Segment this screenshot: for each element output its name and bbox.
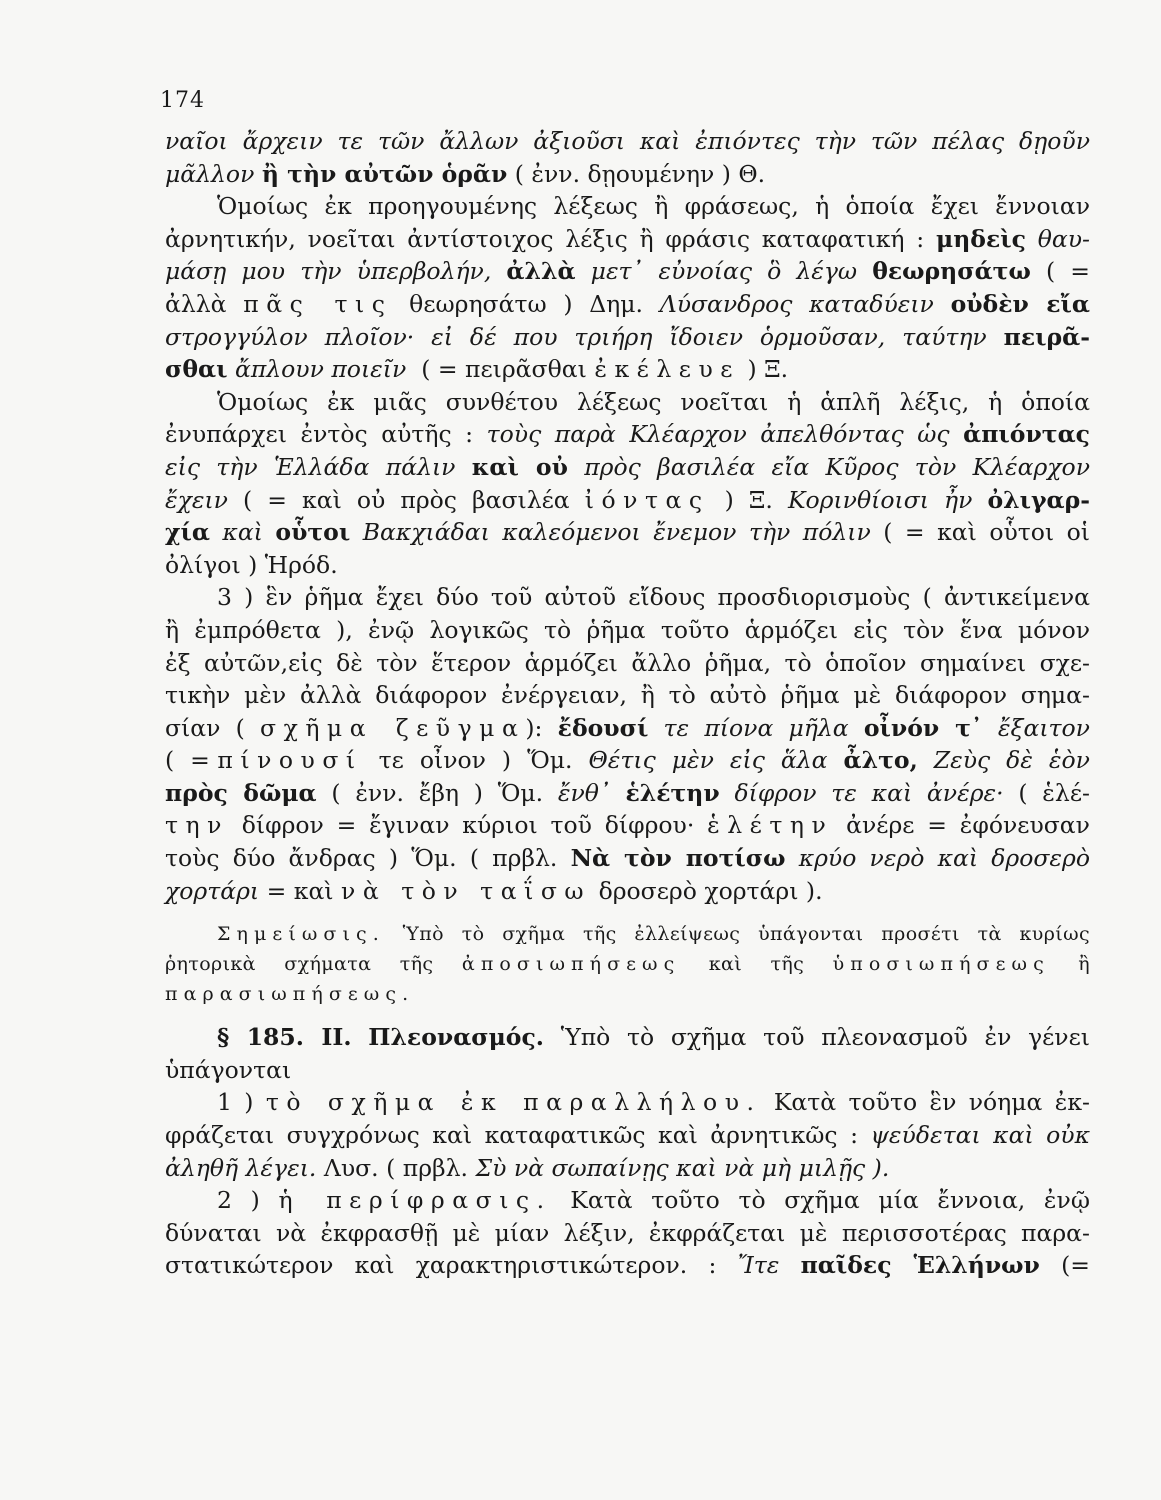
spaced-span: ὑποσιωπήσεως <box>832 953 1050 976</box>
text-span: πρὸς βασιλέα εἴα Κῦρος τὸν Κλέαρχον <box>584 452 1090 481</box>
text-span: Κατὰ τοῦτο τὸ σχῆμα μία ἔννοια, ἐνῷ <box>570 1186 1090 1215</box>
text-line <box>165 1086 1090 1119</box>
text-span: ῥητορικὰ σχήματα τῆς <box>165 953 434 976</box>
text-span: 1 ) <box>217 1088 254 1117</box>
text-span: Κατὰ τοῦτο ἓν νόημα ἐκ- <box>773 1088 1090 1117</box>
text-span: τοὺς παρὰ Κλέαρχον ἀπελθόντας ὡς <box>486 420 950 449</box>
text-span: Ὑπὸ τὸ σχῆμα τοῦ πλεονασμοῦ ἐν γένει <box>560 1023 1090 1052</box>
text-line <box>165 1152 1090 1185</box>
spaced-span: τὸ σχῆμα ἐκ παραλλήλου. <box>265 1088 762 1117</box>
text-span: Βακχιάδαι καλεόμενοι ἔνεμον τὴν πόλιν <box>362 518 871 547</box>
text-span: δίφρον = ἔγιναν κύριοι τοῦ δίφρου· <box>241 811 695 840</box>
text-span: ( = καὶ οὗτοι οἱ <box>883 518 1090 547</box>
text-span: ( = <box>1046 257 1090 286</box>
text-line <box>165 1249 1090 1282</box>
text-span: ἐξ αὐτῶν,εἰς δὲ τὸν ἕτερον ἁρμόζει ἄλλο ῥῆμα, τὸ ὁποῖον σημαίνει σχε- <box>165 648 1090 677</box>
text-span: ( <box>165 746 175 775</box>
text-line <box>165 125 1090 158</box>
text-span: (= <box>1061 1251 1090 1280</box>
section-185 <box>165 1021 1090 1282</box>
text-span: Ζεὺς δὲ ἑὸν <box>933 746 1090 775</box>
text-line <box>165 353 1090 386</box>
text-span: καὶ <box>222 518 263 547</box>
text-span: φράζεται συγχρόνως καὶ καταφατικῶς καὶ ἀρνητικῶς : <box>165 1121 858 1150</box>
text-span: 2 ) <box>217 1186 260 1215</box>
text-span: ): <box>525 713 543 742</box>
text-line <box>165 777 1090 810</box>
text-span: Κορινθίοισι ἦν <box>787 485 973 514</box>
emphasis-span: παῖδες Ἑλλήνων <box>800 1251 1040 1280</box>
emphasis-span: ἀλλὰ <box>506 257 576 286</box>
text-line <box>165 484 1090 517</box>
text-span: μᾶλλον <box>165 159 255 188</box>
text-span: τικὴν μὲν ἀλλὰ διάφορον ἐνέργειαν, ἢ τὸ αὐτὸ ῥῆμα μὲ διάφορον σημα- <box>165 681 1090 710</box>
text-line <box>165 288 1090 321</box>
text-span: Λύσανδρος καταδύειν <box>659 289 934 318</box>
text-span: κρύο νερὸ καὶ δροσερὸ <box>798 844 1090 873</box>
text-span: ( = πειρᾶσθαι <box>421 355 587 384</box>
text-span: στατικώτερον καὶ χαρακτηριστικώτερον. : <box>165 1251 717 1280</box>
text-span: σίαν ( <box>165 713 245 742</box>
text-line <box>165 321 1090 354</box>
emphasis-span: μηδεὶς <box>936 224 1026 253</box>
text-line <box>165 418 1090 451</box>
text-line <box>165 1184 1090 1217</box>
emphasis-span: ἆλτο, <box>843 746 918 775</box>
text-line <box>165 809 1090 842</box>
text-span: ) Ξ. <box>724 485 773 514</box>
text-span: ὀλίγοι ) Ἡρόδ. <box>165 550 338 579</box>
text-line <box>165 949 1090 979</box>
emphasis-span: Νὰ τὸν ποτίσω <box>570 844 786 873</box>
text-span: ὑπάγονται <box>165 1055 292 1084</box>
emphasis-span: ὀλιγαρ- <box>987 485 1090 514</box>
text-span: μάσῃ μου τὴν ὑπερβολήν, <box>165 257 492 286</box>
emphasis-span: ἀπιόντας <box>963 420 1090 449</box>
text-span: ἢ ἐμπρόθετα ), ἐνῷ λογικῶς τὸ ῥῆμα τοῦτο ἁρμόζει εἰς τὸν ἕνα μόνον <box>165 615 1090 644</box>
spaced-span: ἡ περίφρασις. <box>278 1186 552 1215</box>
text-span: στρογγύλον πλοῖον· εἰ δέ που τριήρη ἴδοιεν ὁρμοῦσαν, ταύτην <box>165 322 987 351</box>
spaced-span: ἐκέλευε <box>594 355 740 384</box>
text-span: θεωρησάτω ) Δημ. <box>409 289 643 318</box>
emphasis-span: θεωρησάτω <box>872 257 1031 286</box>
text-span: ἔνθ᾽ <box>557 778 611 807</box>
text-span: ἀλλὰ <box>165 289 227 318</box>
text-line <box>165 614 1090 647</box>
text-span: 3 ) ἓν ῥῆμα ἔχει δύο τοῦ αὐτοῦ εἴδους προσδιορισμοὺς ( ἀντικείμενα <box>217 583 1090 612</box>
text-span: χορτάρι <box>165 876 260 905</box>
text-span: = καὶ <box>266 876 334 905</box>
spaced-span: =πίνουσί <box>190 746 363 775</box>
text-span: Λυσ. ( πρβλ. <box>323 1153 468 1182</box>
text-line <box>165 549 1090 582</box>
text-line <box>165 712 1090 745</box>
text-span: ) Ξ. <box>747 355 789 384</box>
text-line <box>165 451 1090 484</box>
emphasis-span: πειρᾶ- <box>1003 322 1090 351</box>
text-span: θαυ- <box>1037 224 1090 253</box>
page-number: 174 <box>160 88 205 113</box>
emphasis-span: ἑλέτην <box>625 778 720 807</box>
text-line <box>165 581 1090 614</box>
emphasis-span: πρὸς δῶμα <box>165 778 317 807</box>
text-line <box>165 1054 1090 1087</box>
spaced-span: παρασιωπήσεως. <box>165 983 415 1006</box>
text-span: ἄπλουν ποιεῖν <box>234 355 407 384</box>
text-span: Ὑπὸ τὸ σχῆμα τῆς ἐλλείψεως ὑπάγονται προσέτι τὰ κυρίως <box>402 923 1090 946</box>
text-span: Ὁμοίως ἐκ μιᾶς συνθέτου λέξεως νοεῖται ἡ ἁπλῆ λέξις, ἡ ὁποία <box>217 387 1090 416</box>
text-line <box>165 647 1090 680</box>
text-span: μετ᾽ εὐνοίας ὃ λέγω <box>590 257 858 286</box>
text-span: ( ἐνν. ἔβη ) Ὅμ. <box>331 778 544 807</box>
spaced-span: την <box>165 811 229 840</box>
section-number: § 185. ΙΙ. <box>217 1023 352 1052</box>
emphasis-span: οὐδὲν εἴα <box>950 289 1090 318</box>
text-span: ἐνυπάρχει ἐντὸς αὐτῆς : <box>165 420 474 449</box>
spaced-span: ἀποσιωπήσεως <box>461 953 681 976</box>
text-span: ( = καὶ οὐ πρὸς βασιλέα <box>243 485 570 514</box>
spaced-span: νὰ τὸν ταΐσω <box>341 876 592 905</box>
text-span: δροσερὸ χορτάρι ). <box>598 876 823 905</box>
text-span: Σὺ νὰ σωπαίνῃς καὶ νὰ μὴ μιλῇς ). <box>475 1153 890 1182</box>
emphasis-span: ἔδουσί <box>557 713 649 742</box>
text-span: ἀληθῆ λέγει. <box>165 1153 317 1182</box>
text-line <box>165 1119 1090 1152</box>
text-span: καὶ τῆς <box>708 953 805 976</box>
text-span: ψεύδεται καὶ οὐκ <box>870 1121 1090 1150</box>
text-span: ναῖοι ἄρχειν τε τῶν ἄλλων ἀξιοῦσι καὶ ἐπιόντες τὴν τῶν πέλας δῃοῦν <box>165 127 1090 155</box>
text-line <box>165 842 1090 875</box>
text-line <box>165 919 1090 949</box>
emphasis-span: οὗτοι <box>275 518 351 547</box>
text-span: τοὺς δύο ἄνδρας ) Ὅμ. ( πρβλ. <box>165 844 558 873</box>
text-span: Ἴτε <box>737 1251 780 1280</box>
text-line <box>165 223 1090 256</box>
emphasis-span: χία <box>165 518 210 547</box>
text-line <box>165 875 1090 908</box>
text-span: ἔχειν <box>165 485 228 514</box>
page-body <box>165 125 1090 1282</box>
text-span: ἀνέρε = ἐφόνευσαν <box>846 811 1090 840</box>
text-span: εἰς τὴν Ἑλλάδα πάλιν <box>165 452 456 481</box>
text-span: δίφρον τε καὶ ἀνέρε· <box>734 778 1004 807</box>
emphasis-span: ἢ τὴν αὐτῶν ὁρᾶν <box>261 159 508 188</box>
text-span: τε πίονα μῆλα <box>663 713 849 742</box>
text-span: Θέτις μὲν εἰς ἅλα <box>588 746 828 775</box>
note-block <box>165 919 1090 1009</box>
spaced-span: πᾶς τις <box>243 289 393 318</box>
text-line <box>165 744 1090 777</box>
emphasis-span: οἶνόν τ᾽ <box>863 713 983 742</box>
text-span: ἢ <box>1078 953 1091 976</box>
text-line <box>165 158 1090 191</box>
emphasis-span: καὶ οὐ <box>471 452 568 481</box>
section-title: Πλεονασμός. <box>368 1023 544 1052</box>
text-line <box>165 979 1090 1009</box>
text-span: ἔξαιτον <box>997 713 1090 742</box>
text-span: ἀρνητικήν, νοεῖται ἀντίστοιχος λέξις ἢ φράσις καταφατική : <box>165 224 925 253</box>
text-span: ( ἑλέ- <box>1018 778 1090 807</box>
text-line <box>165 255 1090 288</box>
section-heading <box>165 1021 1090 1054</box>
spaced-span: σχῆμα ζεῦγμα <box>260 713 526 742</box>
text-line <box>165 1217 1090 1250</box>
text-line <box>165 386 1090 419</box>
text-span: ( ἐνν. δῃουμένην ) Θ. <box>514 159 766 188</box>
text-line <box>165 190 1090 223</box>
text-span: δύναται νὰ ἐκφρασθῇ μὲ μίαν λέξιν, ἐκφράζεται μὲ περισσοτέρας παρα- <box>165 1218 1090 1247</box>
text-line <box>165 516 1090 549</box>
text-span: Ὁμοίως ἐκ προηγουμένης λέξεως ἢ φράσεως, ἡ ὁποία ἔχει ἔννοιαν <box>217 192 1090 221</box>
text-span: τε οἶνον ) Ὅμ. <box>378 746 573 775</box>
text-line <box>165 679 1090 712</box>
emphasis-span: σθαι <box>165 355 228 384</box>
spaced-span: Σημείωσις. <box>217 923 385 946</box>
spaced-span: ἰόντας <box>584 485 710 514</box>
spaced-span: ἑλέτην <box>707 811 834 840</box>
